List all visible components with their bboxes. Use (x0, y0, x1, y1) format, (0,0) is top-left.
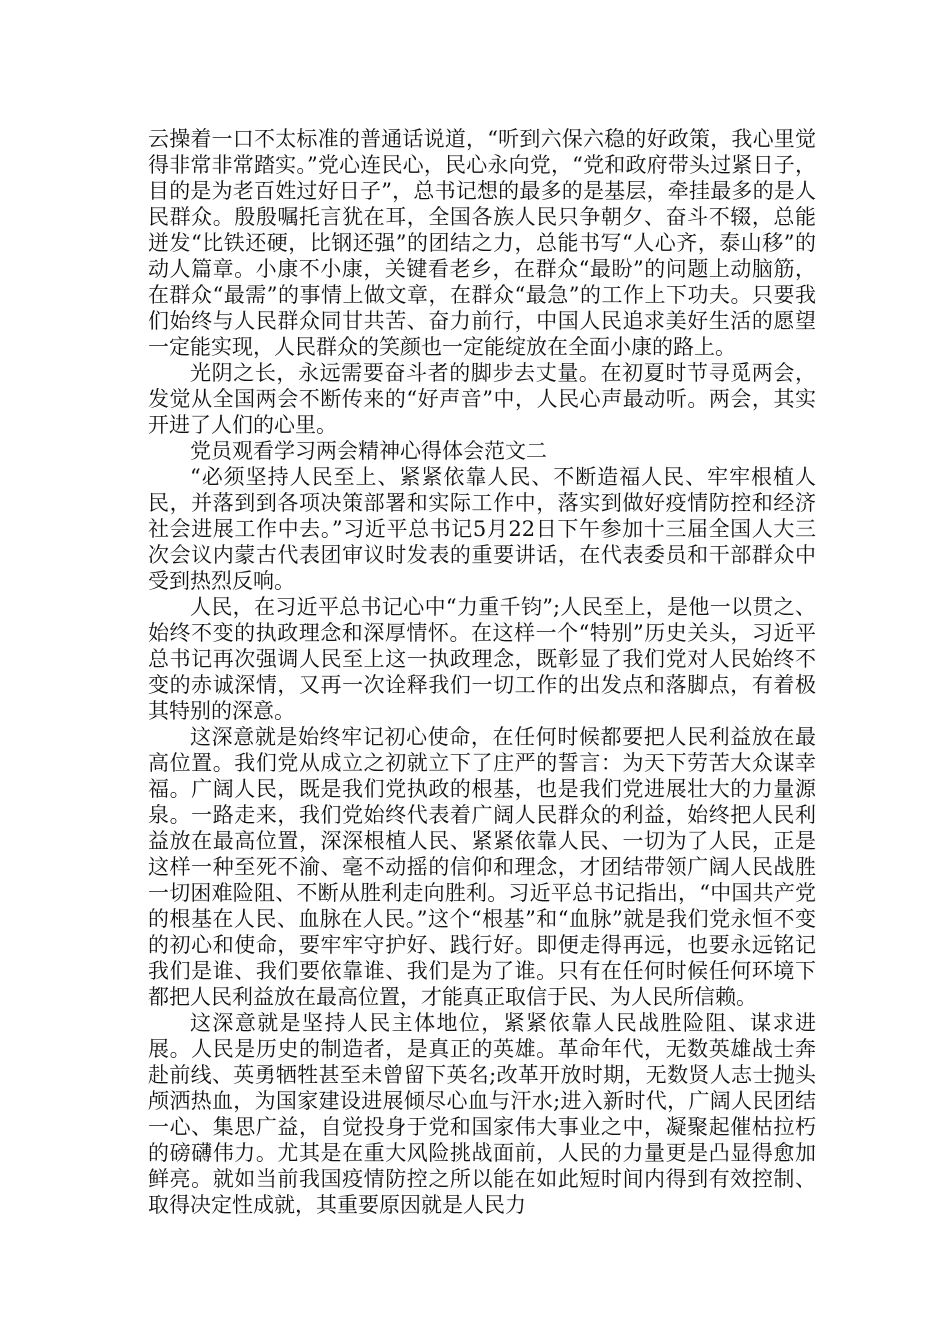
paragraph-people-subject: 这深意就是坚持人民主体地位，紧紧依靠人民战胜险阻、谋求进展。人民是历史的制造者，是真正的英雄。革命年代，无数英雄战士奔赴前线、英勇牺牲甚至未曾留下英名;改革开放时期，无数贤人志士抛头颅洒热血，为国家建设进展倾尽心血与汗水;进入新时代，广阔人民团结一心、集思广益，自觉投身于党和国家伟大事业之中，凝聚起催枯拉朽的磅礴伟力。尤其是在重大风险挑战面前，人民的力量更是凸显得愈加鲜亮。就如当前我国疫情防控之所以能在如此短时间内得到有效控制、取得决定性成就，其重要原因就是人民力 (148, 1011, 816, 1217)
paragraph-people-first-quote: “必须坚持人民至上、紧紧依靠人民、不断造福人民、牢牢根植人民，并落到到各项决策部署和实际工作中，落实到做好疫情防控和经济社会进展工作中去。”习近平总书记5月22日下午参加十三届全国人大三次会议内蒙古代表团审议时发表的重要讲话，在代表委员和干部群众中受到热烈反响。 (148, 465, 816, 593)
paragraph-continued: 云操着一口不太标准的普通话说道，“听到六保六稳的好政策，我心里觉得非常非常踏实。”党心连民心，民心永向党，“党和政府带头过紧日子，目的是为老百姓过好日子”，总书记想的最多的是基层，牵挂最多的是人民群众。殷殷嘱托言犹在耳，全国各族人民只争朝夕、奋斗不辍，总能迸发“比铁还硬，比钢还强”的团结之力，总能书写“人心齐，泰山移”的动人篇章。小康不小康，关键看老乡，在群众“最盼”的问题上动脑筋，在群众“最需”的事情上做文章，在群众“最急”的工作上下功夫。只要我们始终与人民群众同甘共苦、奋力前行，中国人民追求美好生活的愿望一定能实现，人民群众的笑颜也一定能绽放在全面小康的路上。 (148, 127, 816, 359)
paragraph-time-and-strivers: 光阴之长，永远需要奋斗者的脚步去丈量。在初夏时节寻觅两会，发觉从全国两会不断传来的“好声音”中，人民心声最动听。两会，其实开进了人们的心里。 (148, 361, 816, 437)
paragraph-original-mission: 这深意就是始终牢记初心使命，在任何时候都要把人民利益放在最高位置。我们党从成立之初就立下了庄严的誓言：为天下劳苦大众谋幸福。广阔人民，既是我们党执政的根基，也是我们党进展壮大的力量源泉。一路走来，我们党始终代表着广阔人民群众的利益，始终把人民利益放在最高位置，深深根植人民、紧紧依靠人民、一切为了人民，正是这样一种至死不渝、毫不动摇的信仰和理念，才团结带领广阔人民战胜一切困难险阻、不断从胜利走向胜利。习近平总书记指出，“中国共产党的根基在人民、血脉在人民。”这个“根基”和“血脉”就是我们党永恒不变的初心和使命，要牢牢守护好、践行好。即便走得再远，也要永远铭记我们是谁、我们要依靠谁、我们是为了谁。只有在任何时候任何环境下都把人民利益放在最高位置，才能真正取信于民、为人民所信赖。 (148, 725, 816, 1009)
paragraph-people-weight: 人民，在习近平总书记心中“力重千钧”;人民至上，是他一以贯之、始终不变的执政理念和深厚情怀。在这样一个“特别”历史关头，习近平总书记再次强调人民至上这一执政理念，既彰显了我们党对人民始终不变的赤诚深情，又再一次诠释我们一切工作的出发点和落脚点，有着极其特别的深意。 (148, 595, 816, 723)
document-body (148, 126, 816, 1218)
section-title: 党员观看学习两会精神心得体会范文二 (190, 439, 547, 463)
